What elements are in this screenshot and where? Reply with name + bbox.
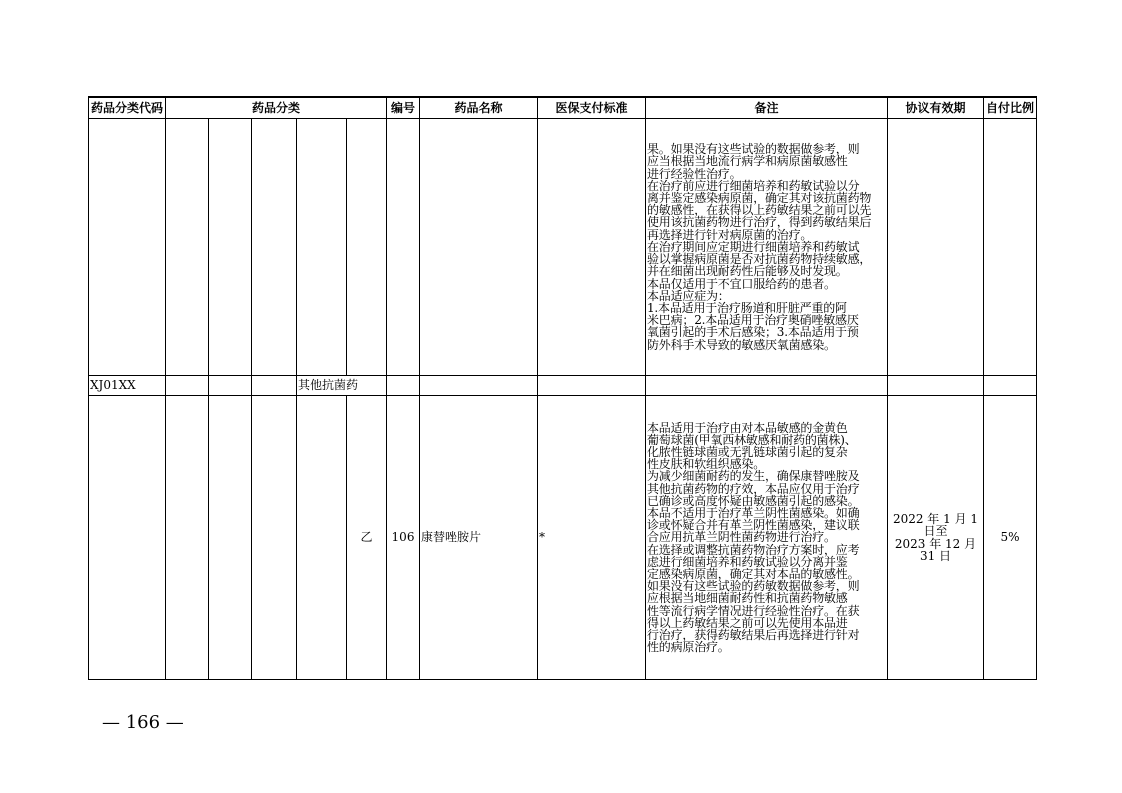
remarks-line: 使用该抗菌药物进行治疗，得到药敏结果后	[647, 215, 872, 230]
remarks-cell	[646, 376, 888, 396]
category-subcell	[252, 376, 297, 396]
header-code: 药品分类代码	[89, 97, 166, 119]
remarks-line: 为减少细菌耐药的发生，确保康替唑胺及	[647, 469, 860, 484]
remarks-line: 性皮肤和软组织感染。	[647, 457, 766, 472]
code-cell	[89, 396, 166, 680]
remarks-line: 离并鉴定感染病原菌，确定其对该抗菌药物	[647, 191, 872, 206]
validity-end: 2023 年 12 月 31 日	[894, 536, 977, 563]
remarks-line: 在选择或调整抗菌药物治疗方案时，应考	[647, 542, 860, 557]
remarks-line: 合应用抗革兰阴性菌药物进行治疗。	[647, 530, 836, 545]
remarks-cell	[646, 396, 888, 680]
number-cell: 106	[387, 396, 420, 680]
remarks-line: 行治疗，获得药敏结果后再选择进行针对	[647, 628, 860, 643]
validity-cell	[888, 376, 984, 396]
header-remarks: 备注	[646, 97, 888, 119]
category-subcell	[252, 119, 297, 376]
page-number: — 166 —	[102, 712, 184, 733]
remarks-line: 诊或怀疑合并有革兰阴性菌感染，建议联	[647, 518, 860, 533]
category-cell: 其他抗菌药	[297, 376, 387, 396]
remarks-line: 如果没有这些试验的药敏数据做参考，则	[647, 579, 860, 594]
header-validity: 协议有效期	[888, 97, 984, 119]
remarks-line: 的敏感性，在获得以上药敏结果之前可以先	[647, 203, 872, 218]
remarks-line: 米巴病；2.本品适用于治疗奥硝唑敏感厌	[647, 313, 859, 328]
table-header-row	[89, 97, 1037, 119]
code-cell: XJ01XX	[89, 376, 166, 396]
header-standard: 医保支付标准	[538, 97, 646, 119]
remarks-line: 本品仅适用于不宜口服给药的患者。	[647, 276, 836, 291]
remarks-line: 在治疗期间应定期进行细菌培养和药敏试	[647, 239, 860, 254]
remarks-line: 验以掌握病原菌是否对抗菌药物持续敏感，	[647, 252, 872, 267]
code-cell	[89, 119, 166, 376]
remarks-line: 应根据当地细菌耐药性和抗菌药物敏感	[647, 591, 848, 606]
grade-cell: 乙	[347, 396, 387, 680]
remarks-line: 本品不适用于治疗革兰阴性菌感染。如确	[647, 505, 860, 520]
category-cell	[297, 396, 347, 680]
remarks-line: 得以上药敏结果之前可以先使用本品进	[647, 615, 848, 630]
remarks-line: 1.本品适用于治疗肠道和肝脏严重的阿	[647, 300, 847, 315]
name-cell	[420, 376, 538, 396]
validity-cell	[888, 396, 984, 680]
header-self-pay: 自付比例	[984, 97, 1037, 119]
header-number: 编号	[387, 97, 420, 119]
remarks-line: 化脓性链球菌或无乳链球菌引起的复杂	[647, 444, 848, 459]
remarks-line: 性等流行病学情况进行经验性治疗。在获	[647, 603, 860, 618]
remarks-line: 本品适用于治疗由对本品敏感的金黄色	[647, 420, 848, 435]
category-subcell	[166, 119, 209, 376]
remarks-line: 定感染病原菌，确定其对本品的敏感性。	[647, 567, 860, 581]
remarks-line: 本品适应症为：	[647, 288, 730, 303]
remarks-cell	[646, 119, 888, 376]
table-row	[89, 396, 1037, 680]
header-name: 药品名称	[420, 97, 538, 119]
category-subcell	[166, 396, 209, 680]
standard-cell: *	[538, 396, 646, 680]
category-subcell	[252, 396, 297, 680]
number-cell	[387, 119, 420, 376]
validity-start: 2022 年 1 月 1 日至	[892, 512, 979, 539]
category-cell	[297, 119, 347, 376]
remarks-line: 果。如果没有这些试验的数据做参考，则	[647, 142, 860, 157]
category-subcell	[166, 376, 209, 396]
remarks-line: 性的病原治疗。	[647, 640, 730, 655]
standard-cell	[538, 376, 646, 396]
remarks-line: 葡萄球菌(甲氧西林敏感和耐药的菌株)、	[647, 432, 857, 447]
standard-cell	[538, 119, 646, 376]
remarks-line: 防外科手术导致的敏感厌氧菌感染。	[647, 337, 836, 352]
name-cell	[420, 119, 538, 376]
self-pay-cell	[984, 119, 1037, 376]
category-subcell	[209, 396, 252, 680]
remarks-line: 再选择进行针对病原菌的治疗。	[647, 227, 813, 242]
remarks-line: 进行经验性治疗。	[647, 166, 742, 181]
validity-cell	[888, 119, 984, 376]
remarks-line: 在治疗前应进行细菌培养和药敏试验以分	[647, 178, 860, 193]
remarks-line: 氧菌引起的手术后感染；3.本品适用于预	[647, 325, 859, 340]
table-row	[89, 376, 1037, 396]
table-row	[89, 119, 1037, 376]
self-pay-cell	[984, 376, 1037, 396]
remarks-line: 应当根据当地流行病学和病原菌敏感性	[647, 154, 848, 169]
remarks-line: 其他抗菌药物的疗效，本品应仅用于治疗	[647, 481, 860, 496]
name-cell: 康替唑胺片	[420, 396, 538, 680]
remarks-line: 已确诊或高度怀疑由敏感菌引起的感染。	[647, 493, 860, 508]
number-cell	[387, 376, 420, 396]
grade-cell	[347, 119, 387, 376]
self-pay-cell: 5%	[984, 396, 1037, 680]
remarks-line: 并在细菌出现耐药性后能够及时发现。	[647, 264, 848, 279]
header-category: 药品分类	[166, 97, 387, 119]
remarks-line: 虑进行细菌培养和药敏试验以分离并鉴	[647, 554, 848, 569]
category-subcell	[209, 119, 252, 376]
category-subcell	[209, 376, 252, 396]
drug-catalog-table	[88, 96, 1037, 680]
